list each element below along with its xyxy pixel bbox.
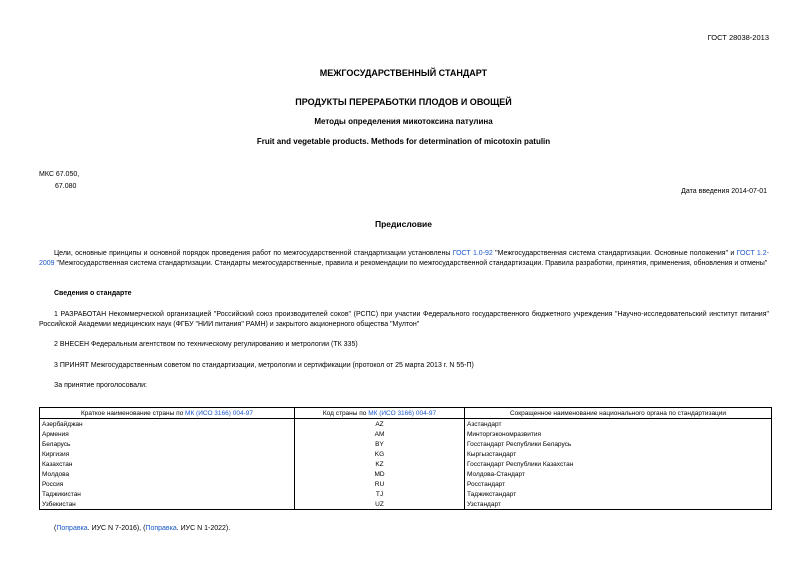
table-row <box>40 439 772 449</box>
cell-country: Таджикистан <box>40 489 295 499</box>
header-country-text: Краткое наименование страны по <box>81 409 186 417</box>
header-country <box>40 408 295 419</box>
countries-table <box>39 407 772 510</box>
amendments-note <box>54 525 230 532</box>
cell-code: BY <box>295 439 465 449</box>
preface-text-2: "Межгосударственная система стандартизации. Основные положения" и <box>492 250 737 257</box>
cell-code: KZ <box>295 459 465 469</box>
amendment-link[interactable]: Поправка <box>145 525 177 532</box>
table-header-row <box>40 408 772 419</box>
preface-text-1: Цели, основные принципы и основной порядок проведения работ по межгосударственной стандартизации установлены <box>54 250 453 257</box>
table-row <box>40 489 772 499</box>
standard-info-heading: Сведения о стандарте <box>54 290 132 297</box>
amend-text-1: . ИУС N 7-2016), ( <box>87 525 146 532</box>
item-1-developed: 1 РАЗРАБОТАН Некоммерческой организацией "Российский союз производителей соков" (РСПС) при участии Федерального государственного бюджетного учреждения "Научно-исследовательский институт питания" Российской Академии медицинских наук (ФГБУ "НИИ питания" РАМН) и закрытого акционерного общества "Мултон" <box>39 311 769 328</box>
voted-label: За принятие проголосовали: <box>54 382 147 389</box>
cell-country: Беларусь <box>40 439 295 449</box>
cell-authority: Азстандарт <box>465 419 772 430</box>
header-authority: Сокращенное наименование национального органа по стандартизации <box>465 408 772 419</box>
cell-authority: Госстандарт Республики Казахстан <box>465 459 772 469</box>
document-subtitle: Методы определения микотоксина патулина <box>314 117 493 126</box>
cell-authority: Минторгэкономразвития <box>465 429 772 439</box>
table-row <box>40 459 772 469</box>
mks-line-2: 67.080 <box>55 183 77 190</box>
header-code-text: Код страны по <box>322 409 369 417</box>
cell-code: KG <box>295 449 465 459</box>
cell-code: AM <box>295 429 465 439</box>
table-row <box>40 429 772 439</box>
cell-code: AZ <box>295 419 465 430</box>
table-row <box>40 419 772 430</box>
cell-country: Казахстан <box>40 459 295 469</box>
table-row <box>40 499 772 510</box>
gost-1-2-link[interactable]: ГОСТ 1.2-2009 <box>39 250 769 267</box>
cell-code: UZ <box>295 499 465 510</box>
cell-country: Молдова <box>40 469 295 479</box>
mk-iso-link[interactable]: МК (ИСО 3166) 004-97 <box>185 409 253 417</box>
cell-authority: Госстандарт Республики Беларусь <box>465 439 772 449</box>
table-body <box>40 419 772 510</box>
preface-text-3: "Межгосударственная система стандартизации. Стандарты межгосударственные, правила и рекомендации по межгосударственной стандартизации. Правила разработки, принятия, применения, обновления и отмены" <box>54 260 768 267</box>
header-code <box>295 408 465 419</box>
document-title-english: Fruit and vegetable products. Methods for determination of micotoxin patulin <box>256 137 551 146</box>
cell-authority: Молдова-Стандарт <box>465 469 772 479</box>
gost-1-0-link[interactable]: ГОСТ 1.0-92 <box>452 250 493 257</box>
table-row <box>40 469 772 479</box>
cell-authority: Росстандарт <box>465 479 772 489</box>
cell-code: RU <box>295 479 465 489</box>
mks-line-1: МКС 67.050, <box>39 171 80 178</box>
mk-iso-link[interactable]: МК (ИСО 3166) 004-97 <box>368 409 437 417</box>
amend-text-0: ( <box>54 525 57 532</box>
preface-paragraph <box>39 249 769 269</box>
document-title: ПРОДУКТЫ ПЕРЕРАБОТКИ ПЛОДОВ И ОВОЩЕЙ <box>295 97 512 107</box>
cell-country: Киргизия <box>40 449 295 459</box>
document-code: ГОСТ 28038-2013 <box>707 33 769 42</box>
cell-country: Армения <box>40 429 295 439</box>
preface-heading: Предисловие <box>374 219 433 229</box>
item-3-adopted: 3 ПРИНЯТ Межгосударственным советом по стандартизации, метрологии и сертификации (протокол от 25 марта 2013 г. N 55-П) <box>54 362 474 369</box>
cell-code: MD <box>295 469 465 479</box>
introduction-date: Дата введения 2014-07-01 <box>681 188 767 195</box>
table-row <box>40 449 772 459</box>
cell-authority: Узстандарт <box>465 499 772 510</box>
table-row <box>40 479 772 489</box>
item-2-submitted: 2 ВНЕСЕН Федеральным агентством по техническому регулированию и метрологии (ТК 335) <box>54 341 358 348</box>
cell-authority: Таджикстандарт <box>465 489 772 499</box>
cell-country: Узбекистан <box>40 499 295 510</box>
standard-type-heading: МЕЖГОСУДАРСТВЕННЫЙ СТАНДАРТ <box>319 68 488 78</box>
amendment-link[interactable]: Поправка <box>56 525 88 532</box>
cell-code: TJ <box>295 489 465 499</box>
cell-authority: Кыргызстандарт <box>465 449 772 459</box>
mks-codes <box>39 169 79 193</box>
cell-country: Азербайджан <box>40 419 295 430</box>
amend-text-2: . ИУС N 1-2022). <box>176 525 231 532</box>
cell-country: Россия <box>40 479 295 489</box>
